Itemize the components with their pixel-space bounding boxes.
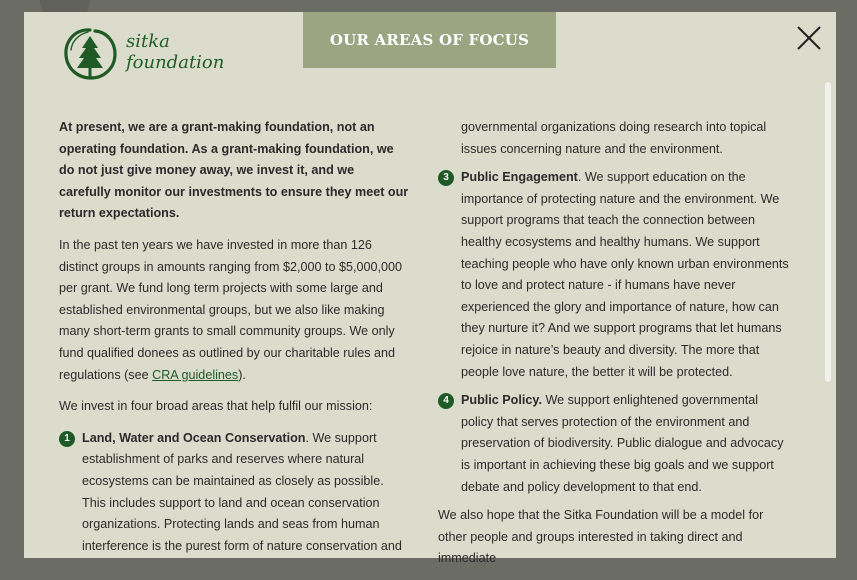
investment-text-end: ). bbox=[238, 367, 246, 382]
logo-wordmark-foundation: foundation bbox=[126, 52, 225, 73]
focus-area-1-text: . We support establishment of parks and reserves where natural ecosystems can be maintained as closely as possible. This includes support to land and ocean conservation organizations. Protecting lands and seas from human interference is the purest form of nature conservation and bbox=[82, 430, 402, 553]
left-column bbox=[59, 117, 409, 564]
focus-area-4-title: Public Policy. bbox=[461, 393, 542, 408]
modal-title: OUR AREAS OF FOCUS bbox=[303, 12, 556, 68]
investment-text: In the past ten years we have invested in more than 126 distinct groups in amounts ranging from $2,000 to $5,000,000 per grant. We fund long term projects with some large and established environmental groups, but we also like making many short-term grants to small community groups. We only fund qualified donees as outlined by our charitable rules and regulations (see bbox=[59, 237, 403, 382]
focus-area-2-continuation: governmental organizations doing research into topical issues concerning nature and the environment. bbox=[461, 120, 767, 156]
focus-area-1 bbox=[59, 428, 409, 558]
close-icon bbox=[796, 25, 822, 51]
focus-area-3 bbox=[438, 167, 790, 383]
areas-intro: We invest in four broad areas that help fulfil our mission: bbox=[59, 399, 373, 414]
sitka-logo[interactable] bbox=[60, 26, 225, 82]
number-badge-3: 3 bbox=[438, 170, 454, 186]
number-badge-4: 4 bbox=[438, 393, 454, 409]
right-column bbox=[438, 117, 790, 580]
closing-paragraph: We also hope that the Sitka Foundation will be a model for other people and groups interested in taking direct and immediate bbox=[438, 508, 764, 566]
logo-wordmark-sitka: sitka bbox=[126, 31, 170, 52]
cra-guidelines-link[interactable]: CRA guidelines bbox=[152, 367, 239, 382]
focus-area-3-title: Public Engagement bbox=[461, 170, 578, 185]
investment-history-paragraph bbox=[59, 235, 409, 386]
number-badge-1: 1 bbox=[59, 431, 75, 447]
close-button[interactable] bbox=[796, 25, 822, 51]
focus-area-4 bbox=[438, 390, 790, 498]
focus-area-3-text: . We support education on the importance of protecting nature and the environment. We support programs that teach the connection between healthy ecosystems and healthy humans. We support teaching people who have only known urban environments to love and protect nature - if humans have never experienced the glory and importance of nature, how can they nurture it? And we support programs that let humans rejoice in nature’s beauty and diversity. The more that people love nature, the better it will be protected. bbox=[461, 170, 789, 379]
focus-area-4-text: We support enlightened governmental policy that serves protection of the environment and preservation of biodiversity. Public dialogue and advocacy is important in achieving these big goals and we support debate and policy development to that end. bbox=[461, 393, 784, 494]
focus-area-1-title: Land, Water and Ocean Conservation bbox=[82, 430, 306, 445]
tree-circle-logo-icon bbox=[60, 26, 120, 82]
intro-lead: At present, we are a grant-making foundation, not an operating foundation. As a grant-making foundation, we do not just give money away, we invest it, and we carefully monitor our investments to ensure they meet our return expectations. bbox=[59, 120, 409, 221]
focus-areas-modal bbox=[24, 12, 836, 566]
scrollbar-thumb[interactable] bbox=[825, 82, 831, 382]
